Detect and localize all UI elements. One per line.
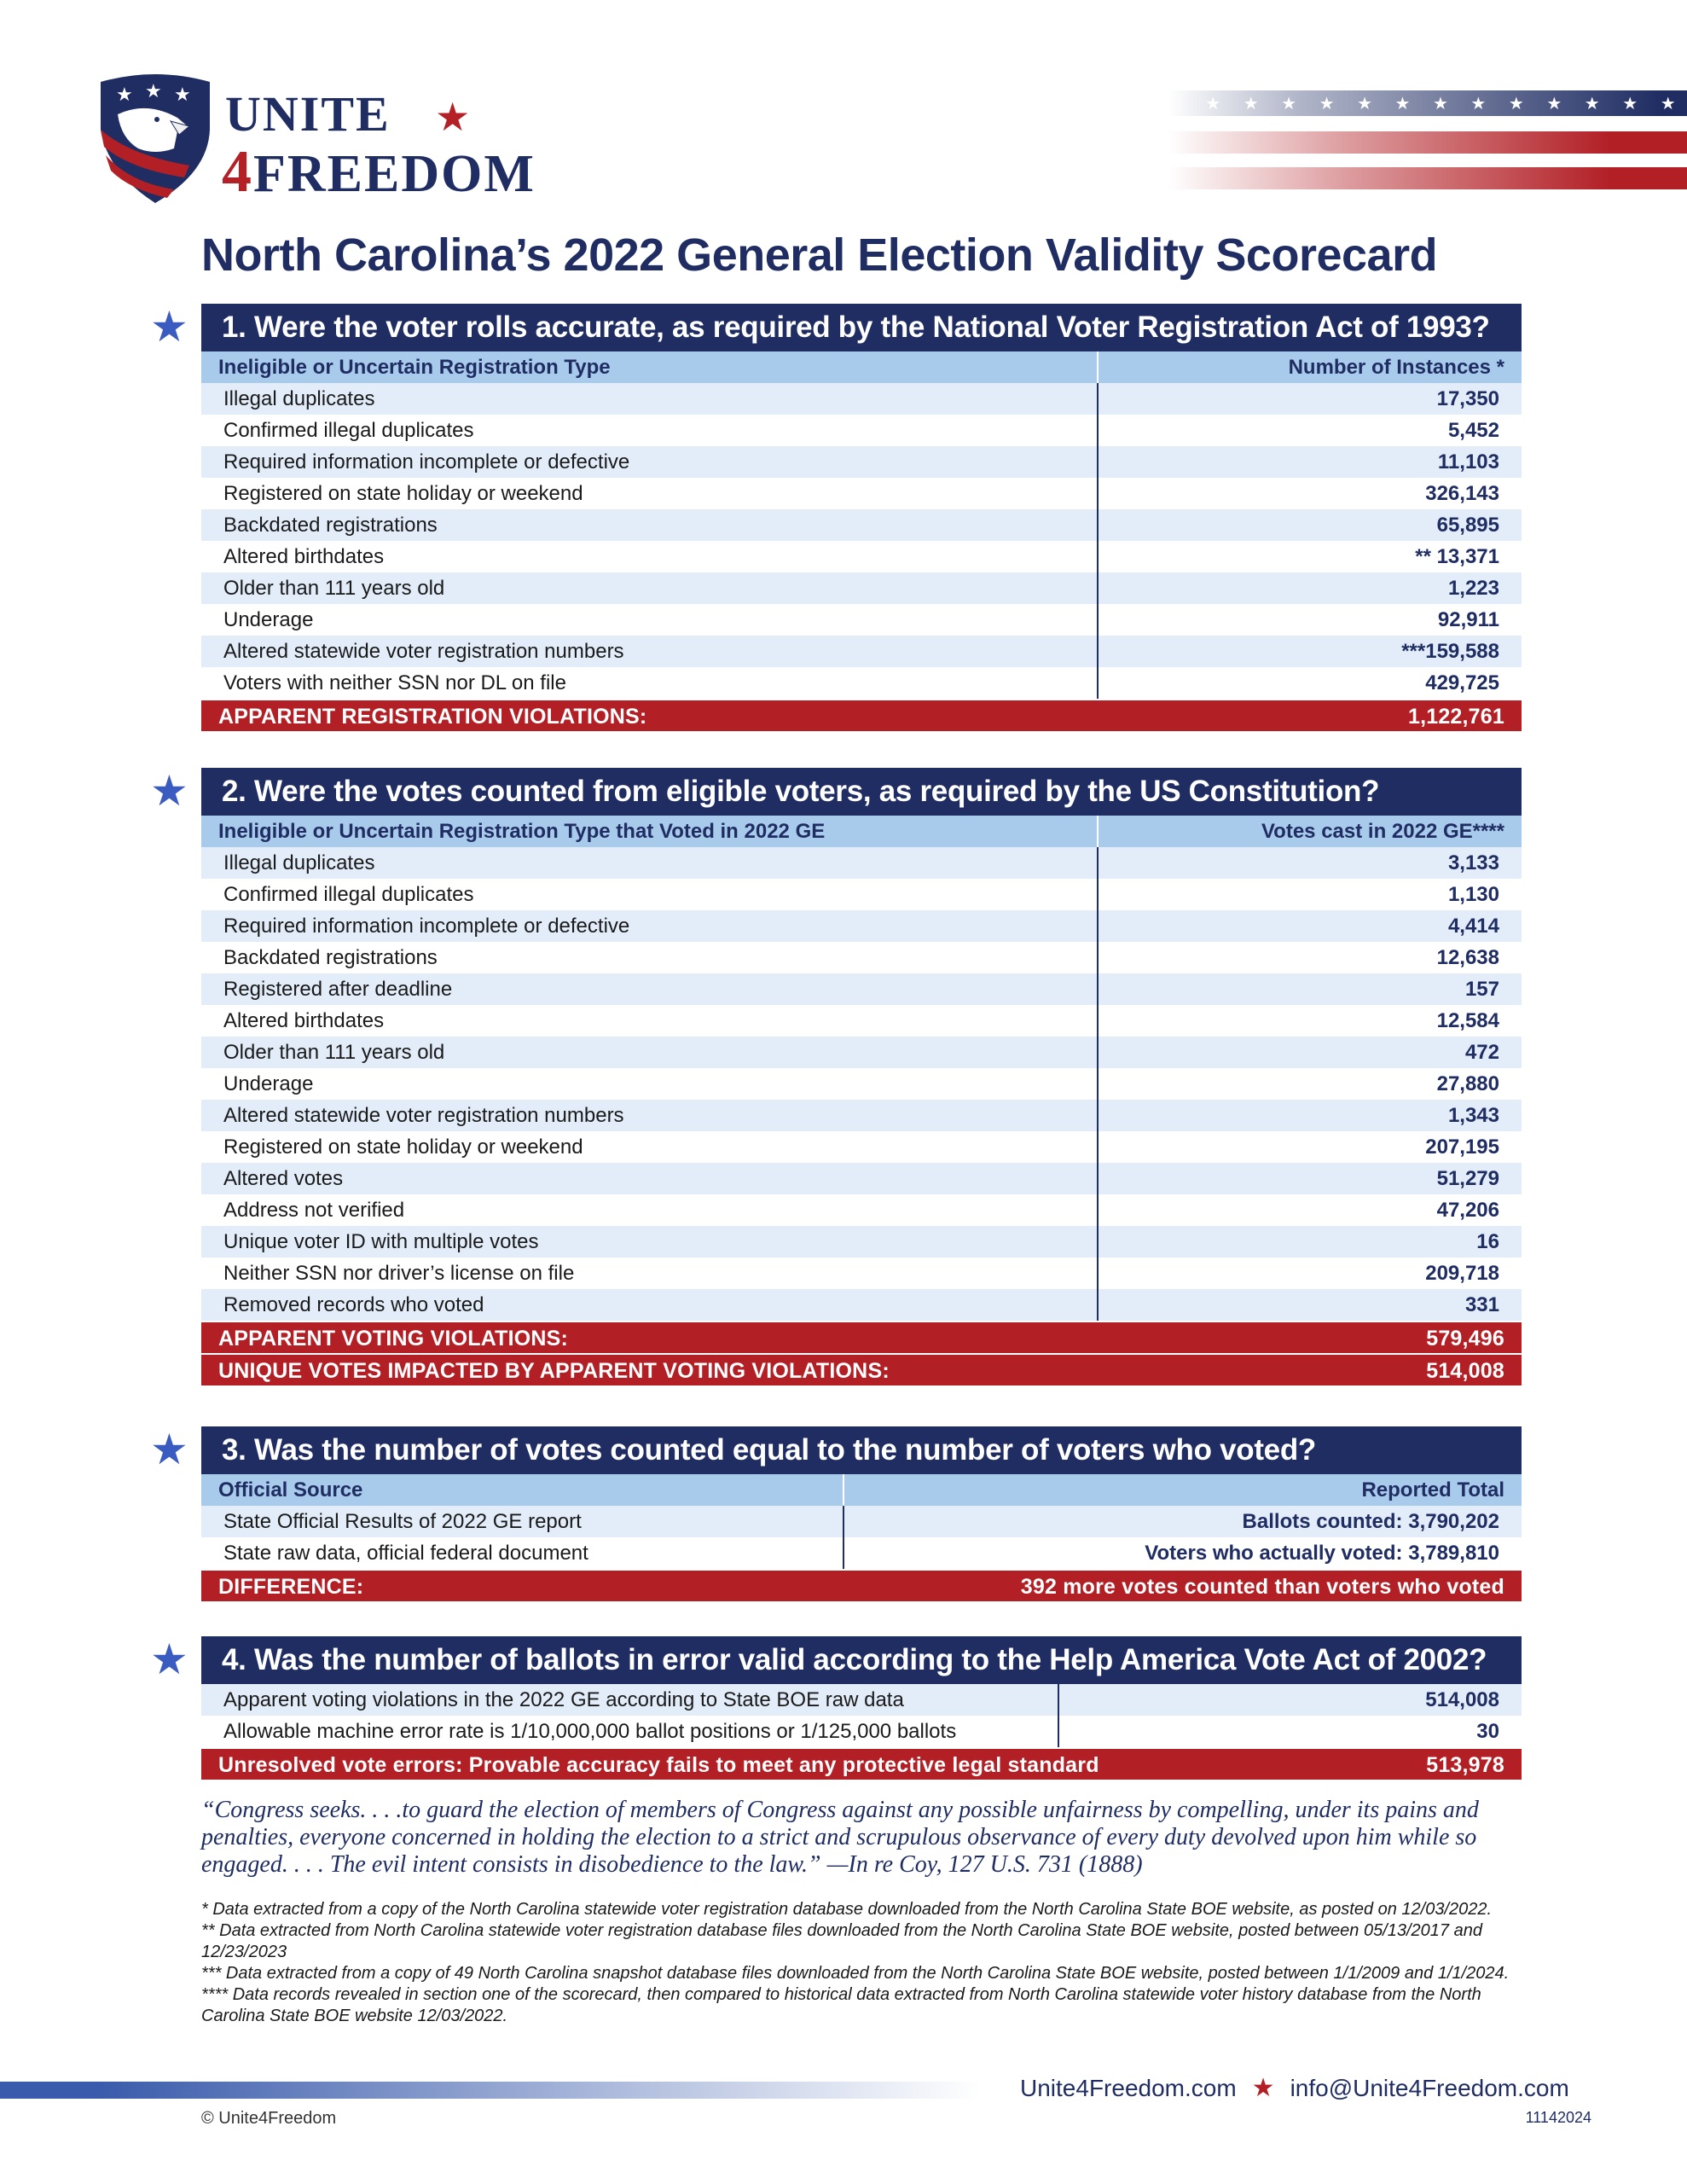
total-label: APPARENT VOTING VIOLATIONS: — [218, 1327, 569, 1350]
section-star-icon: ★ — [150, 1426, 188, 1473]
table-row — [201, 383, 1522, 415]
row-value: 12,638 — [1097, 942, 1522, 973]
section-voter-rolls — [150, 303, 1522, 731]
row-label: Required information incomplete or defective — [223, 450, 630, 473]
row-label: Illegal duplicates — [223, 387, 375, 410]
section-ballot-errors — [150, 1635, 1522, 1780]
star-icon: ★ — [1470, 94, 1487, 113]
row-value: 4,414 — [1097, 910, 1522, 942]
row-value: 17,350 — [1097, 383, 1522, 415]
copyright: © Unite4Freedom — [201, 2109, 337, 2128]
row-value: 1,223 — [1097, 572, 1522, 604]
table-row — [201, 1506, 1522, 1537]
row-label: Neither SSN nor driver’s license on file — [223, 1262, 575, 1285]
footnote: **** Data records revealed in section one of the scorecard, then compared to historical data extracted from North Carolina statewide voter history database from the North Carolina State BOE website 12/03/2022. — [201, 1985, 1481, 2025]
column-header-row — [201, 351, 1522, 383]
section-heading: 2. Were the votes counted from eligible voters, as required by the US Constitution? — [201, 768, 1522, 816]
star-icon: ★ — [1622, 94, 1638, 113]
brand-name-line2 — [222, 138, 536, 206]
table-body — [201, 1506, 1522, 1569]
row-label: Altered statewide voter registration numbers — [223, 1104, 624, 1127]
row-value: 16 — [1097, 1226, 1522, 1258]
document-code: 11142024 — [1525, 2109, 1591, 2126]
table-row — [201, 572, 1522, 604]
flag-red-stripe — [1168, 167, 1687, 189]
row-label: Required information incomplete or defective — [223, 915, 630, 938]
total-row — [201, 699, 1522, 731]
table-row — [201, 509, 1522, 541]
row-value: 5,452 — [1097, 415, 1522, 446]
table-row — [201, 667, 1522, 699]
row-value: 209,718 — [1097, 1258, 1522, 1289]
total-label: APPARENT REGISTRATION VIOLATIONS: — [218, 705, 647, 729]
total-label: DIFFERENCE: — [218, 1575, 364, 1599]
table-row — [201, 1068, 1522, 1100]
star-icon: ★ — [1432, 94, 1448, 113]
row-value: 92,911 — [1097, 604, 1522, 636]
table-row — [201, 942, 1522, 973]
row-value: 514,008 — [1058, 1684, 1522, 1716]
brand-star-icon: ★ — [435, 95, 471, 139]
row-value: 12,584 — [1097, 1005, 1522, 1037]
table-row — [201, 1163, 1522, 1194]
brand-name-line1: UNITE — [225, 86, 391, 142]
row-value: 472 — [1097, 1037, 1522, 1068]
table-row — [201, 1716, 1522, 1747]
column-header-type: Ineligible or Uncertain Registration Type — [218, 356, 611, 379]
brand-four: 4 — [222, 139, 253, 205]
column-header-count: Number of Instances * — [1097, 351, 1522, 383]
total-row — [201, 1569, 1522, 1601]
row-value: 51,279 — [1097, 1163, 1522, 1194]
row-value: Ballots counted: 3,790,202 — [843, 1506, 1522, 1537]
table-row — [201, 1100, 1522, 1131]
row-value: 65,895 — [1097, 509, 1522, 541]
section-star-icon: ★ — [150, 303, 188, 351]
row-value: 207,195 — [1097, 1131, 1522, 1163]
row-label: Confirmed illegal duplicates — [223, 419, 474, 442]
row-label: Altered votes — [223, 1167, 344, 1190]
section-heading: 3. Was the number of votes counted equal to the number of voters who voted? — [201, 1426, 1522, 1474]
star-icon: ★ — [1357, 94, 1372, 113]
star-icon: ★ — [1251, 2074, 1275, 2102]
row-value: 3,133 — [1097, 847, 1522, 879]
star-icon: ★ — [1508, 94, 1524, 113]
star-icon: ★ — [1546, 94, 1562, 113]
row-label: Unique voter ID with multiple votes — [223, 1230, 539, 1253]
star-icon: ★ — [1281, 94, 1297, 113]
column-header-row — [201, 1474, 1522, 1506]
row-label: Voters with neither SSN nor DL on file — [223, 671, 566, 694]
section-star-icon: ★ — [150, 767, 188, 815]
column-header-row — [201, 816, 1522, 847]
table-row — [201, 1684, 1522, 1716]
table-row — [201, 478, 1522, 509]
total-value: 1,122,761 — [1407, 705, 1504, 729]
table-body — [201, 383, 1522, 699]
row-label: State Official Results of 2022 GE report — [223, 1510, 582, 1533]
row-label: Address not verified — [223, 1199, 405, 1222]
total-value: 513,978 — [1426, 1753, 1504, 1777]
table-row — [201, 541, 1522, 572]
table-row — [201, 1194, 1522, 1226]
row-label: Underage — [223, 608, 314, 631]
row-value: 1,343 — [1097, 1100, 1522, 1131]
table-row — [201, 910, 1522, 942]
row-label: Allowable machine error rate is 1/10,000,000 ballot positions or 1/125,000 ballots — [223, 1720, 957, 1743]
table-row — [201, 973, 1522, 1005]
table-row — [201, 1226, 1522, 1258]
row-label: Registered after deadline — [223, 978, 453, 1001]
flag-red-stripe — [1168, 131, 1687, 154]
table-row — [201, 1037, 1522, 1068]
table-row — [201, 879, 1522, 910]
section-heading: 4. Was the number of ballots in error valid according to the Help America Vote Act of 2002? — [201, 1636, 1522, 1684]
eagle-shield-icon — [96, 70, 215, 206]
row-label: Altered birthdates — [223, 1009, 385, 1032]
row-value: 1,130 — [1097, 879, 1522, 910]
column-header-votes: Votes cast in 2022 GE**** — [1097, 816, 1522, 847]
row-value: 331 — [1097, 1289, 1522, 1321]
row-label: Removed records who voted — [223, 1293, 484, 1316]
table-row — [201, 604, 1522, 636]
row-value: Voters who actually voted: 3,789,810 — [843, 1537, 1522, 1569]
row-label: Older than 111 years old — [223, 1041, 445, 1064]
row-label: Altered statewide voter registration numbers — [223, 640, 624, 663]
email-link[interactable]: info@Unite4Freedom.com — [1290, 2074, 1569, 2101]
row-value: 326,143 — [1097, 478, 1522, 509]
total-value: 579,496 — [1426, 1327, 1504, 1350]
row-value: 429,725 — [1097, 667, 1522, 699]
table-row — [201, 1258, 1522, 1289]
footnote: *** Data extracted from a copy of 49 North Carolina snapshot database files downloaded from the North Carolina State BOE website, posted between 1/1/2009 and 1/1/2024. — [201, 1964, 1510, 1983]
table-row — [201, 636, 1522, 667]
table-row — [201, 446, 1522, 478]
row-value: 157 — [1097, 973, 1522, 1005]
row-label: Backdated registrations — [223, 946, 438, 969]
section-star-icon: ★ — [150, 1635, 188, 1683]
table-row — [201, 1131, 1522, 1163]
star-icon: ★ — [1660, 94, 1676, 113]
row-label: Older than 111 years old — [223, 577, 445, 600]
row-label: Underage — [223, 1072, 314, 1095]
total-row — [201, 1353, 1522, 1385]
flag-stars-stripe — [1168, 90, 1687, 116]
star-icon: ★ — [1205, 94, 1221, 113]
table-row — [201, 1289, 1522, 1321]
row-label: Registered on state holiday or weekend — [223, 482, 583, 505]
row-label: Altered birthdates — [223, 545, 385, 568]
table-row — [201, 1005, 1522, 1037]
row-label: Apparent voting violations in the 2022 GE according to State BOE raw data — [223, 1688, 904, 1711]
star-icon: ★ — [1243, 94, 1259, 113]
footnote: ** Data extracted from North Carolina statewide voter registration database files downloaded from the North Carolina State BOE website, posted between 05/13/2017 and 12/23/2023 — [201, 1921, 1482, 1961]
column-header-source: Official Source — [218, 1478, 363, 1502]
table-body — [201, 1684, 1522, 1747]
brand-logo — [96, 70, 607, 206]
row-label: State raw data, official federal document — [223, 1542, 588, 1565]
footnotes — [201, 1899, 1522, 2027]
row-value: 30 — [1058, 1716, 1522, 1747]
row-value: 27,880 — [1097, 1068, 1522, 1100]
row-value: 11,103 — [1097, 446, 1522, 478]
total-value: 514,008 — [1426, 1359, 1504, 1383]
total-value: 392 more votes counted than voters who voted — [1020, 1575, 1504, 1599]
star-icon: ★ — [1584, 94, 1600, 113]
legal-quote: “Congress seeks. . . .to guard the election of members of Congress against any possible unfairness by compelling, under its pains and penalties, everyone concerned in holding the election to a strict and scrupulous observance of every duty devolved upon him while so engaged. . . . The evil intent consists in disobedience to the law.” —In re Coy, 127 U.S. 731 (1888) — [201, 1797, 1479, 1878]
page-title: North Carolina’s 2022 General Election Validity Scorecard — [201, 229, 1438, 281]
footer-contact — [1020, 2073, 1569, 2103]
flag-banner — [1168, 90, 1687, 193]
svg-text:★: ★ — [116, 84, 133, 105]
row-value: ** 13,371 — [1097, 541, 1522, 572]
column-header-total: Reported Total — [843, 1474, 1522, 1506]
website-link[interactable]: Unite4Freedom.com — [1020, 2074, 1237, 2101]
row-label: Confirmed illegal duplicates — [223, 883, 474, 906]
row-label: Backdated registrations — [223, 514, 438, 537]
total-row — [201, 1747, 1522, 1780]
total-label: UNIQUE VOTES IMPACTED BY APPARENT VOTING VIOLATIONS: — [218, 1359, 890, 1383]
total-label: Unresolved vote errors: Provable accuracy fails to meet any protective legal standard — [218, 1753, 1099, 1777]
table-row — [201, 847, 1522, 879]
section-vote-count — [150, 1426, 1522, 1601]
svg-text:★: ★ — [174, 84, 191, 105]
section-eligible-votes — [150, 767, 1522, 1385]
footer-gradient-bar — [0, 2082, 981, 2099]
footnote: * Data extracted from a copy of the North Carolina statewide voter registration database downloaded from the North Carolina State BOE website, as posted on 12/03/2022. — [201, 1900, 1493, 1919]
svg-text:★: ★ — [145, 80, 162, 102]
total-row — [201, 1321, 1522, 1353]
row-label: Illegal duplicates — [223, 851, 375, 874]
table-body — [201, 847, 1522, 1321]
column-header-type: Ineligible or Uncertain Registration Type that Voted in 2022 GE — [218, 820, 826, 843]
star-icon: ★ — [1394, 94, 1411, 113]
star-icon: ★ — [1319, 94, 1335, 113]
row-value: ***159,588 — [1097, 636, 1522, 667]
brand-freedom: FREEDOM — [253, 145, 536, 203]
table-row — [201, 415, 1522, 446]
section-heading: 1. Were the voter rolls accurate, as required by the National Voter Registration Act of 1993? — [201, 304, 1522, 351]
row-value: 47,206 — [1097, 1194, 1522, 1226]
row-label: Registered on state holiday or weekend — [223, 1136, 583, 1159]
table-row — [201, 1537, 1522, 1569]
